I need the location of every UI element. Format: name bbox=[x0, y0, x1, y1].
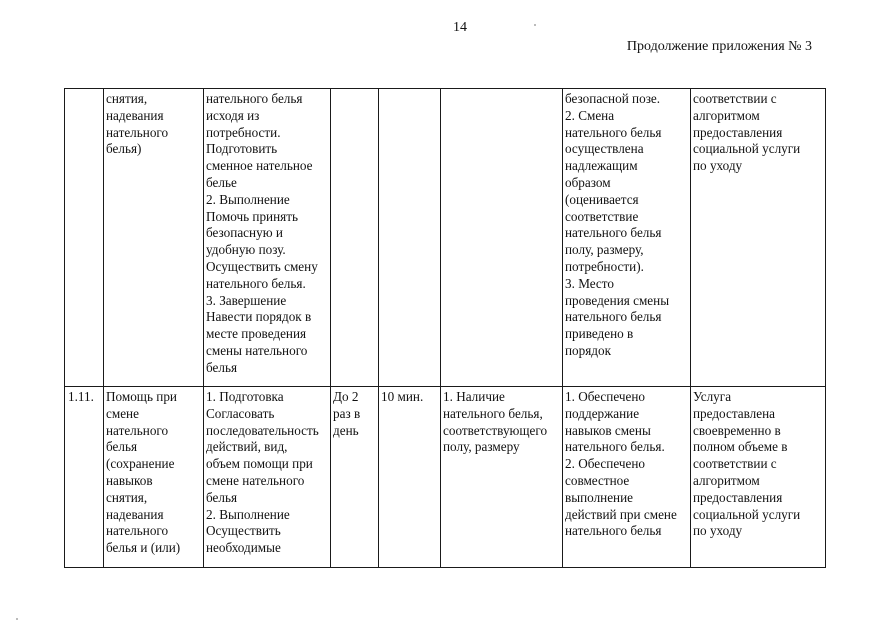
table-cell-quality-indicators: 1. Обеспечено поддержание навыков смены нательного белья. 2. Обеспечено совместное выполнение действий при смене нательного белья bbox=[563, 387, 691, 568]
table-row bbox=[65, 387, 826, 568]
table-cell-quality-indicators: безопасной позе. 2. Смена нательного белья осуществлена надлежащим образом (оценивается соответствие нательного белья полу, размеру, потребности). 3. Место проведения смены нательного белья приведено в порядок bbox=[563, 89, 691, 387]
table-cell-conditions: 1. Наличие нательного белья, соответствующего полу, размеру bbox=[441, 387, 563, 568]
table-cell-result: соответствии с алгоритмом предоставления социальной услуги по уходу bbox=[691, 89, 826, 387]
table-cell-service-name: Помощь при смене нательного белья (сохранение навыков снятия, надевания нательного белья и (или) bbox=[104, 387, 204, 568]
table-row bbox=[65, 89, 826, 387]
table-cell-duration bbox=[379, 89, 441, 387]
scan-speck bbox=[16, 618, 18, 620]
table-cell-result: Услуга предоставлена своевременно в полном объеме в соответствии с алгоритмом предоставления социальной услуги по уходу bbox=[691, 387, 826, 568]
table-cell-description: нательного белья исходя из потребности. Подготовить сменное нательное белье 2. Выполнение Помочь принять безопасную и удобную позу. Осуществить смену нательного белья. 3. Завершение Навести порядок в месте проведения смены нательного белья bbox=[204, 89, 331, 387]
page-number: 14 bbox=[453, 20, 467, 35]
table-cell-service-name: снятия, надевания нательного белья) bbox=[104, 89, 204, 387]
table-cell-number bbox=[65, 89, 104, 387]
continuation-heading: Продолжение приложения № 3 bbox=[626, 39, 812, 54]
table-cell-description: 1. Подготовка Согласовать последовательность действий, вид, объем помощи при смене нательного белья 2. Выполнение Осуществить необходимые bbox=[204, 387, 331, 568]
table-cell-frequency: До 2 раз в день bbox=[331, 387, 379, 568]
table-cell-number: 1.11. bbox=[65, 387, 104, 568]
services-table bbox=[64, 88, 826, 568]
table-cell-conditions bbox=[441, 89, 563, 387]
scan-speck bbox=[534, 24, 536, 26]
table-cell-duration: 10 мин. bbox=[379, 387, 441, 568]
table-cell-frequency bbox=[331, 89, 379, 387]
